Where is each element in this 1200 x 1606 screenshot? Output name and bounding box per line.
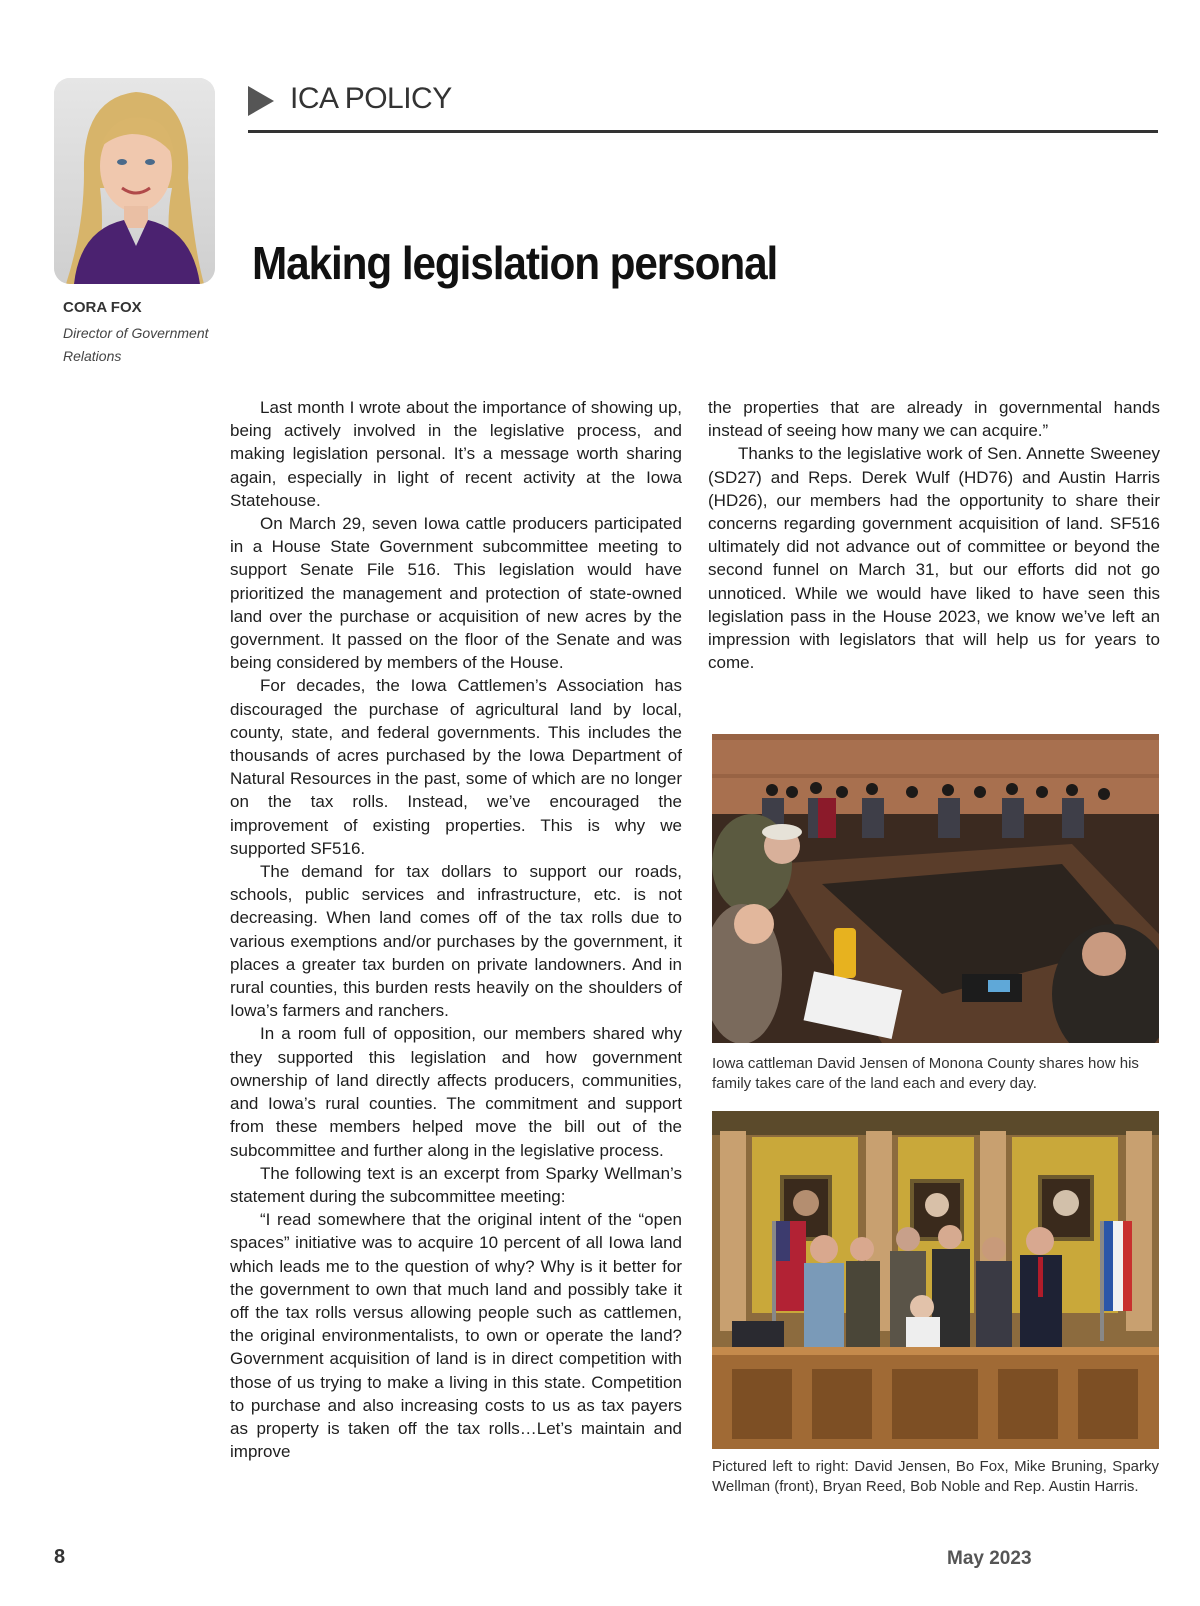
photo-caption: Iowa cattleman David Jensen of Monona County shares how his family takes care of the land each and every day. [712, 1055, 1139, 1092]
article-body-left-column [230, 396, 682, 1463]
article-headline: Making legislation personal [252, 237, 778, 289]
article-body-right-column [708, 396, 1160, 674]
body-paragraph: For decades, the Iowa Cattlemen’s Association has discouraged the purchase of agricultural land by local, county, state, and federal governments. This includes the thousands of acres purchased by the Iowa Department of Natural Resources in the past, some of which are no longer on the tax rolls. Instead, we’ve encouraged the improvement of existing properties. This is why we supported SF516. [230, 676, 682, 858]
subcommittee-meeting-photo [712, 734, 1159, 1043]
issue-date: May 2023 [947, 1548, 1032, 1569]
body-paragraph: The following text is an excerpt from Sparky Wellman’s statement during the subcommittee meeting: [230, 1163, 682, 1206]
author-title: Director of Government Relations [63, 325, 209, 364]
play-arrow-icon [248, 86, 274, 116]
author-headshot [54, 78, 215, 284]
body-paragraph: Thanks to the legislative work of Sen. Annette Sweeney (SD27) and Reps. Derek Wulf (HD76) and Austin Harris (HD26), our members had the opportunity to share their concerns regarding government acquisition of land. SF516 ultimately did not advance out of committee or beyond the second funnel on March 31, but our efforts did not go unnoticed. While we would have liked to have seen this legislation pass in the House 2023, we know we’ve left an impression with legislators that will help us for years to come. [708, 444, 1160, 673]
author-name: CORA FOX [63, 299, 142, 316]
section-divider [248, 130, 1158, 133]
body-paragraph: The demand for tax dollars to support our roads, schools, public services and infrastructure, etc. is not decreasing. When land comes off of the tax rolls due to various exemptions and/or purchases by the government, it places a greater tax burden on private landowners. And in rural counties, this burden rests heavily on the shoulders of Iowa’s farmers and ranchers. [230, 862, 682, 1021]
body-paragraph: On March 29, seven Iowa cattle producers participated in a House State Government subcommittee meeting to support Senate File 516. This legislation would have prioritized the management and protection of state-owned land over the purchase or acquisition of new acres by the government. It passed on the floor of the Senate and was being considered by members of the House. [230, 514, 682, 673]
photo-caption: Pictured left to right: David Jensen, Bo Fox, Mike Bruning, Sparky Wellman (front), Bryan Reed, Bob Noble and Rep. Austin Harris. [712, 1458, 1159, 1495]
page-number: 8 [54, 1546, 66, 1568]
group-photo [712, 1111, 1159, 1449]
quote-continuation: the properties that are already in governmental hands instead of seeing how many we can acquire.” [708, 398, 1160, 441]
section-label: ICA POLICY [290, 82, 452, 115]
body-paragraph: In a room full of opposition, our members shared why they supported this legislation and how government ownership of land directly affects producers, communities, and Iowa’s rural counties. The commitment and support from these members helped move the bill out of the subcommittee and further along in the legislative process. [230, 1024, 682, 1160]
body-paragraph: Last month I wrote about the importance of showing up, being actively involved in the legislative process, and making legislation personal. It’s a message worth sharing again, especially in light of recent activity at the Iowa Statehouse. [230, 398, 682, 510]
quote-paragraph: “I read somewhere that the original intent of the “open spaces” initiative was to acquire 10 percent of all Iowa land which leads me to the question of why? Why is it better for the government to own that much land and possibly take it off the tax rolls versus allowing people such as cattlemen, the original environmentalists, to own or operate the land? Government acquisition of land is in direct competition with those of us trying to make a living in this state. Competition to purchase and also increasing costs to us as tax payers as property is taken off the tax rolls…Let’s maintain and improve [230, 1210, 682, 1462]
